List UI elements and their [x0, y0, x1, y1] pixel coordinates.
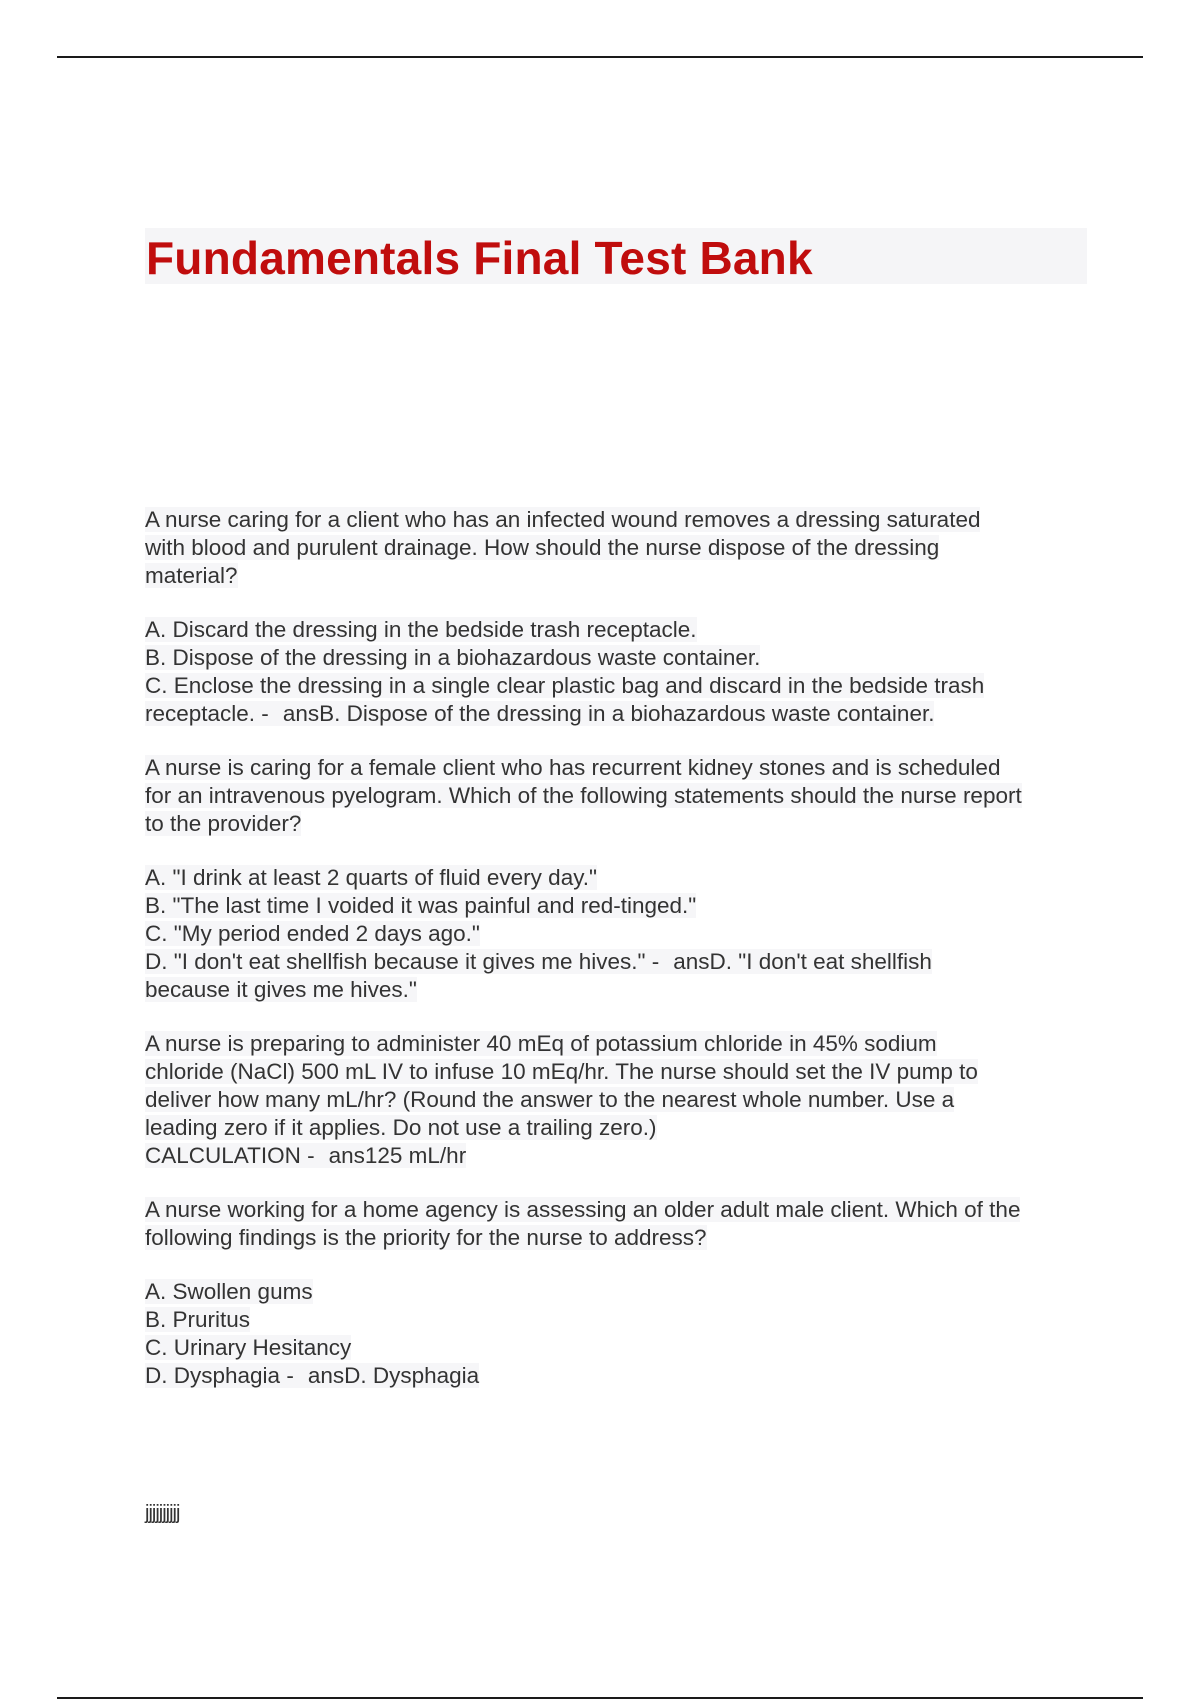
question-stem-line: with blood and purulent drainage. How should the nurse dispose of the dressing	[145, 535, 940, 560]
answer-option: C. Urinary Hesitancy	[145, 1335, 352, 1360]
question-1-stem	[145, 506, 1095, 590]
answer-key: ansD. Dysphagia	[307, 1363, 480, 1388]
question-stem-line: chloride (NaCl) 500 mL IV to infuse 10 mEq/hr. The nurse should set the IV pump to	[145, 1059, 978, 1084]
question-1-options	[145, 616, 1095, 728]
answer-option: C. "My period ended 2 days ago."	[145, 921, 480, 946]
question-stem-line: A nurse caring for a client who has an infected wound removes a dressing saturated	[145, 507, 981, 532]
question-stem-line: to the provider?	[145, 811, 302, 836]
answer-option: D. "I don't eat shellfish because it gives me hives." -	[145, 949, 660, 974]
question-stem-line: deliver how many mL/hr? (Round the answer to the nearest whole number. Use a	[145, 1087, 955, 1112]
answer-key: ansD. "I don't eat shellfish	[673, 949, 932, 974]
question-stem-line: material?	[145, 563, 238, 588]
answer-option: D. Dysphagia -	[145, 1363, 294, 1388]
bottom-rule	[57, 1697, 1143, 1699]
question-4-options	[145, 1278, 1095, 1390]
answer-key-continued: because it gives me hives."	[145, 977, 417, 1002]
answer-key: ans125 mL/hr	[328, 1143, 467, 1168]
answer-option: C. Enclose the dressing in a single clear plastic bag and discard in the bedside trash	[145, 673, 985, 698]
question-stem-line: A nurse working for a home agency is assessing an older adult male client. Which of the	[145, 1197, 1021, 1222]
top-rule	[57, 56, 1143, 58]
question-2-stem	[145, 754, 1095, 838]
answer-option: A. "I drink at least 2 quarts of fluid every day."	[145, 865, 598, 890]
question-stem-line: following findings is the priority for the nurse to address?	[145, 1225, 707, 1250]
question-stem-line: for an intravenous pyelogram. Which of the following statements should the nurse report	[145, 783, 1022, 808]
answer-option-tail: receptacle. -	[145, 701, 269, 726]
document-title: Fundamentals Final Test Bank	[146, 232, 813, 284]
question-stem-line: A nurse is preparing to administer 40 mEq of potassium chloride in 45% sodium	[145, 1031, 937, 1056]
question-stem-line: A nurse is caring for a female client who has recurrent kidney stones and is scheduled	[145, 755, 1001, 780]
calculation-label: CALCULATION -	[145, 1143, 315, 1168]
answer-option: B. "The last time I voided it was painful and red-tinged."	[145, 893, 697, 918]
footer-note: jjjjjjjjjj	[145, 1502, 180, 1524]
answer-option: B. Pruritus	[145, 1307, 251, 1332]
question-2-options	[145, 864, 1095, 1004]
question-stem-line: leading zero if it applies. Do not use a trailing zero.)	[145, 1115, 657, 1140]
answer-key: ansB. Dispose of the dressing in a biohazardous waste container.	[282, 701, 935, 726]
answer-option: A. Swollen gums	[145, 1279, 313, 1304]
question-4-stem	[145, 1196, 1095, 1252]
answer-option: A. Discard the dressing in the bedside trash receptacle.	[145, 617, 697, 642]
answer-option: B. Dispose of the dressing in a biohazardous waste container.	[145, 645, 761, 670]
document-body	[145, 506, 1095, 1416]
question-3	[145, 1030, 1095, 1170]
